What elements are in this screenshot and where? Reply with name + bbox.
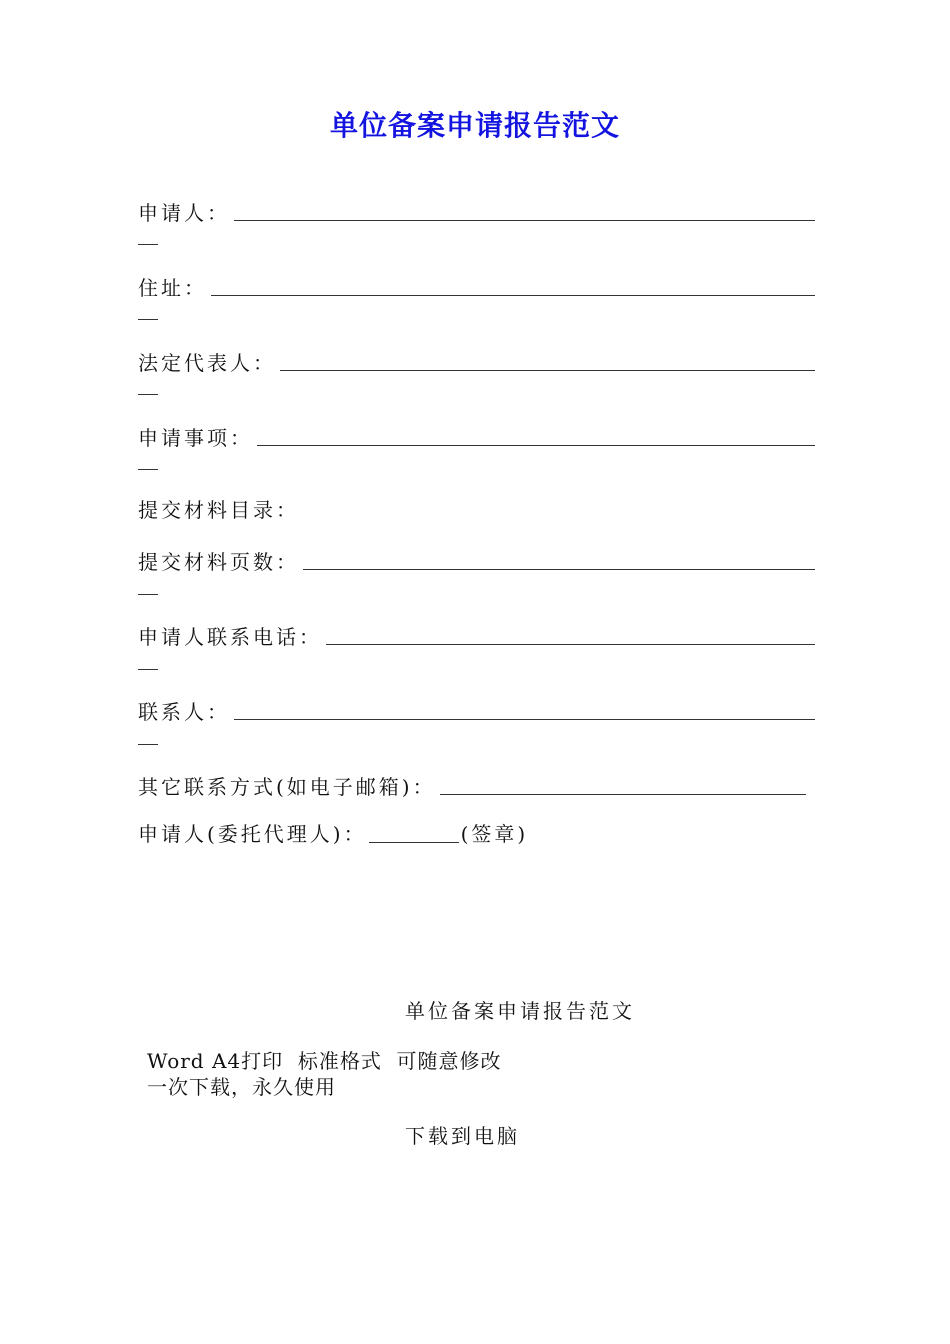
materials-list-label: 提交材料目录： [138, 498, 299, 522]
address-field [138, 267, 815, 301]
applicant-blank-line[interactable] [234, 220, 815, 221]
applicant-phone-field [138, 616, 815, 650]
materials-pages-label: 提交材料页数： [138, 550, 299, 574]
footer-download-note: 一次下载，永久使用 [147, 1075, 336, 1099]
application-matter-field [138, 417, 815, 451]
signature-label: 申请人(委托代理人)： [138, 822, 367, 846]
materials-pages-field [138, 541, 815, 575]
legal-representative-blank-line[interactable] [280, 370, 815, 371]
other-contact-label: 其它联系方式(如电子邮箱)： [138, 775, 436, 799]
applicant-phone-blank-line[interactable] [326, 644, 815, 645]
footer-features: Word A4打印 标准格式 可随意修改 [147, 1049, 502, 1073]
legal-representative-field [138, 342, 815, 376]
address-blank-line[interactable] [211, 295, 815, 296]
signature-blank-line[interactable] [369, 842, 459, 843]
materials-pages-blank-continuation [138, 594, 158, 595]
applicant-phone-label: 申请人联系电话： [138, 625, 322, 649]
contact-person-blank-line[interactable] [234, 719, 815, 720]
materials-pages-blank-line[interactable] [303, 569, 815, 570]
other-contact-field [138, 766, 806, 800]
legal-representative-blank-continuation [138, 394, 158, 395]
document-title: 单位备案申请报告范文 [329, 109, 620, 142]
applicant-label: 申请人： [138, 201, 230, 225]
contact-person-blank-continuation [138, 744, 158, 745]
footer-title: 单位备案申请报告范文 [405, 999, 635, 1023]
signature-suffix: (签章) [460, 822, 529, 846]
applicant-field [138, 192, 815, 226]
applicant-phone-blank-continuation [138, 669, 158, 670]
application-matter-blank-continuation [138, 469, 158, 470]
contact-person-field [138, 691, 815, 725]
signature-row [138, 821, 528, 847]
other-contact-blank-line[interactable] [440, 794, 806, 795]
applicant-blank-continuation [138, 244, 158, 245]
contact-person-label: 联系人： [138, 700, 230, 724]
address-label: 住址： [138, 276, 207, 300]
legal-representative-label: 法定代表人： [138, 351, 276, 375]
download-to-computer-link[interactable]: 下载到电脑 [405, 1124, 520, 1148]
address-blank-continuation [138, 319, 158, 320]
application-matter-label: 申请事项： [138, 426, 253, 450]
application-matter-blank-line[interactable] [257, 445, 815, 446]
